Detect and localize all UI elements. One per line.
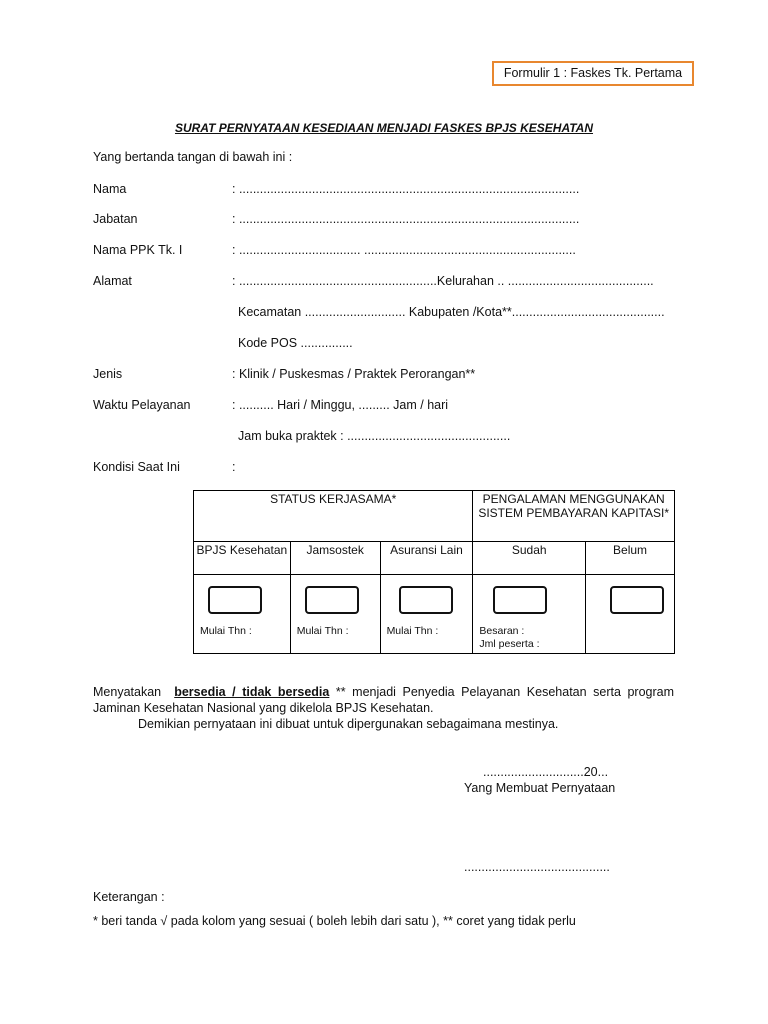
signature-name-line: ..........................................	[464, 860, 610, 874]
cell-asuransi-lain	[380, 575, 473, 654]
besaran-label: Besaran :	[479, 625, 525, 637]
bpjs-checkbox[interactable]	[208, 586, 262, 614]
kecamatan-line: Kecamatan ............................. Kabupaten /Kota**............................................	[238, 305, 665, 319]
jml-peserta-label: Jml peserta :	[479, 638, 540, 650]
statement-paragraph	[93, 684, 674, 732]
status-table	[193, 490, 675, 654]
belum-checkbox[interactable]	[610, 586, 664, 614]
jenis-label: Jenis	[93, 367, 123, 381]
col-asuransi-lain: Asuransi Lain	[380, 542, 473, 575]
ppk-label: Nama PPK Tk. I	[93, 243, 183, 257]
col-belum: Belum	[586, 542, 675, 575]
header-status-kerjasama: STATUS KERJASAMA*	[194, 491, 473, 542]
signature-maker: Yang Membuat Pernyataan	[464, 781, 616, 795]
kondisi-colon: :	[232, 460, 236, 474]
ppk-field: : ................................... .............................................................	[232, 243, 576, 257]
jabatan-label: Jabatan	[93, 212, 138, 226]
alamat-field: : .........................................................Kelurahan .. ..........................................	[232, 274, 654, 288]
statement-closing: Demikian pernyataan ini dibuat untuk dipergunakan sebagaimana mestinya.	[138, 717, 559, 731]
document-title: SURAT PERNYATAAN KESEDIAAN MENJADI FASKES BPJS KESEHATAN	[174, 121, 594, 135]
statement-choice: bersedia / tidak bersedia	[174, 685, 330, 699]
kodepos-line: Kode POS ...............	[238, 336, 353, 350]
form-number-box: Formulir 1 : Faskes Tk. Pertama	[492, 61, 694, 86]
col-sudah: Sudah	[473, 542, 586, 575]
asuransi-checkbox[interactable]	[399, 586, 453, 614]
col-bpjs: BPJS Kesehatan	[194, 542, 291, 575]
bpjs-mulai-thn: Mulai Thn :	[200, 625, 252, 637]
asuransi-mulai-thn: Mulai Thn :	[386, 625, 439, 637]
cell-bpjs	[194, 575, 291, 654]
jenis-field: : Klinik / Puskesmas / Praktek Perorangan**	[232, 367, 476, 381]
cell-jamsostek	[290, 575, 380, 654]
alamat-label: Alamat	[93, 274, 132, 288]
statement-suffix: ** menjadi Penyedia Pelayanan Kesehatan serta program Jaminan Kesehatan Nasional yang dikelola BPJS Kesehatan.	[93, 685, 674, 715]
nama-label: Nama	[93, 182, 127, 196]
jabatan-field: : ..................................................................................................	[232, 212, 580, 226]
notes-label: Keterangan :	[93, 890, 165, 904]
sudah-checkbox[interactable]	[493, 586, 547, 614]
cell-sudah	[473, 575, 586, 654]
header-pengalaman: PENGALAMAN MENGGUNAKAN SISTEM PEMBAYARAN KAPITASI*	[473, 491, 675, 542]
kondisi-label: Kondisi Saat Ini	[93, 460, 180, 474]
intro-text: Yang bertanda tangan di bawah ini :	[93, 150, 293, 164]
jamsostek-mulai-thn: Mulai Thn :	[296, 625, 349, 637]
jam-buka-line: Jam buka praktek : ...............................................	[238, 429, 511, 443]
statement-prefix: Menyatakan	[93, 685, 162, 699]
signature-date-line: .............................20...	[483, 765, 609, 779]
cell-belum	[586, 575, 675, 654]
waktu-field: : .......... Hari / Minggu, ......... Jam / hari	[232, 398, 449, 412]
notes-text: * beri tanda √ pada kolom yang sesuai ( boleh lebih dari satu ), ** coret yang tidak perlu	[93, 914, 576, 928]
waktu-label: Waktu Pelayanan	[93, 398, 191, 412]
nama-field: : ..................................................................................................	[232, 182, 580, 196]
jamsostek-checkbox[interactable]	[305, 586, 359, 614]
col-jamsostek: Jamsostek	[290, 542, 380, 575]
